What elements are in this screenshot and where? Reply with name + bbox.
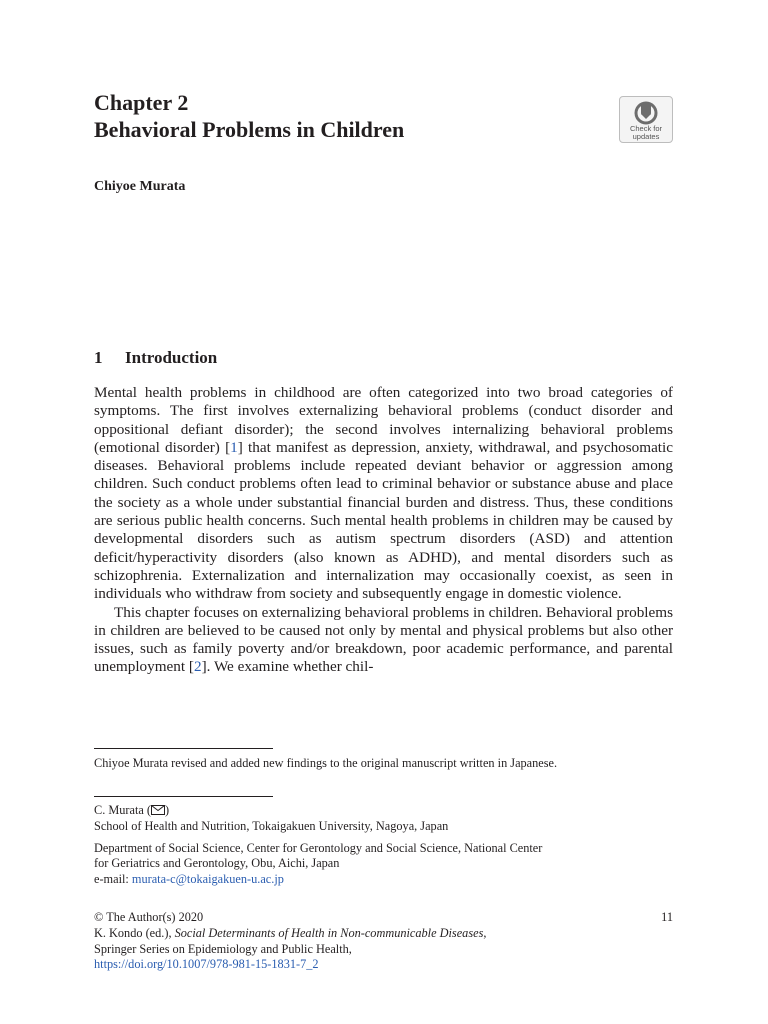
book-citation: [94, 926, 673, 942]
copyright: © The Author(s) 2020: [94, 910, 204, 924]
footnote: Chiyoe Murata revised and added new findings to the original manuscript written in Japanese.: [94, 756, 558, 770]
citation-link-1[interactable]: 1: [230, 438, 238, 456]
check-for-updates-icon: [633, 101, 659, 125]
book-title-punct: ,: [483, 925, 487, 940]
paragraph-1-text: Mental health problems in childhood are often categorized into two broad categories of symptoms. The first involves externalizing behavioral problems (conduct disorder and oppositional defiant disorder); the second involves internalizing behavioral problems (emotional disorder) [: [94, 384, 673, 456]
affiliation-block: [94, 803, 673, 888]
affiliation-author-close: ): [165, 803, 170, 817]
affiliation-school: School of Health and Nutrition, Tokaigakuen University, Nagoya, Japan: [94, 818, 449, 833]
section-heading: [94, 347, 217, 369]
check-for-updates-badge[interactable]: [619, 96, 673, 143]
paragraph-2-text: This chapter focuses on externalizing behavioral problems in children. Behavioral problems in children are believed to be caused not only by mental and physical problems but also other issues, such as family poverty and/or breakdown, poor academic performance, and parental unemployment [: [94, 603, 673, 676]
badge-text-line2: updates: [632, 131, 660, 141]
affiliation-author-name: C. Murata (: [94, 803, 152, 817]
section-title: Introduction: [125, 348, 218, 367]
publication-info: [94, 910, 673, 973]
paragraph-1: [94, 384, 673, 604]
paragraph-1-text-cont: ] that manifest as depression, anxiety, withdrawal, and psychosomatic diseases. Behavioral problems include repeated deviant behavior or aggression among children. Such conduct problems often lead to criminal behavior or substance abuse and place the society as a whole under substantial financial burden and distress. Thus, these conditions are serious public health concerns. Such mental health problems in children may be caused by developmental disorders such as autism spectrum disorders (ASD) and attention deficit/hyperactivity disorders (also known as ADHD), and mental disorders such as schizophrenia. Externalization and internalization may occasionally coexist, as seen in individuals who withdraw from society and subsequently engage in domestic violence.: [94, 438, 673, 603]
body-text: [94, 384, 673, 677]
affiliation-dept-line1: Department of Social Science, Center for Gerontology and Social Science, National Center: [94, 840, 543, 855]
book-series: Springer Series on Epidemiology and Public Health,: [94, 941, 352, 956]
chapter-title: Behavioral Problems in Children: [94, 117, 405, 142]
author-name: Chiyoe Murata: [94, 179, 186, 194]
book-editor: K. Kondo (ed.),: [94, 925, 175, 940]
paragraph-2: [94, 604, 673, 677]
affiliation-email: [94, 872, 673, 888]
citation-link-2[interactable]: 2: [193, 658, 202, 676]
paragraph-2-text-cont: ]. We examine whether chil-: [201, 658, 374, 676]
affiliation-divider: [94, 796, 273, 797]
footnote-divider: [94, 748, 273, 749]
email-label: e-mail:: [94, 872, 132, 887]
envelope-icon: [151, 805, 165, 815]
affiliation-author: [94, 803, 673, 819]
section-number: 1: [94, 348, 103, 367]
email-link[interactable]: murata-c@tokaigakuen-u.ac.jp: [131, 872, 284, 887]
doi-link[interactable]: https://doi.org/10.1007/978-981-15-1831-7_2: [94, 957, 319, 972]
book-title: Social Determinants of Health in Non-communicable Diseases: [174, 925, 484, 940]
page-number: 11: [661, 910, 673, 924]
chapter-label: Chapter 2: [94, 90, 189, 115]
affiliation-dept-line2: for Geriatrics and Gerontology, Obu, Aichi, Japan: [94, 856, 340, 871]
badge-text-line1: Check for: [629, 124, 663, 133]
